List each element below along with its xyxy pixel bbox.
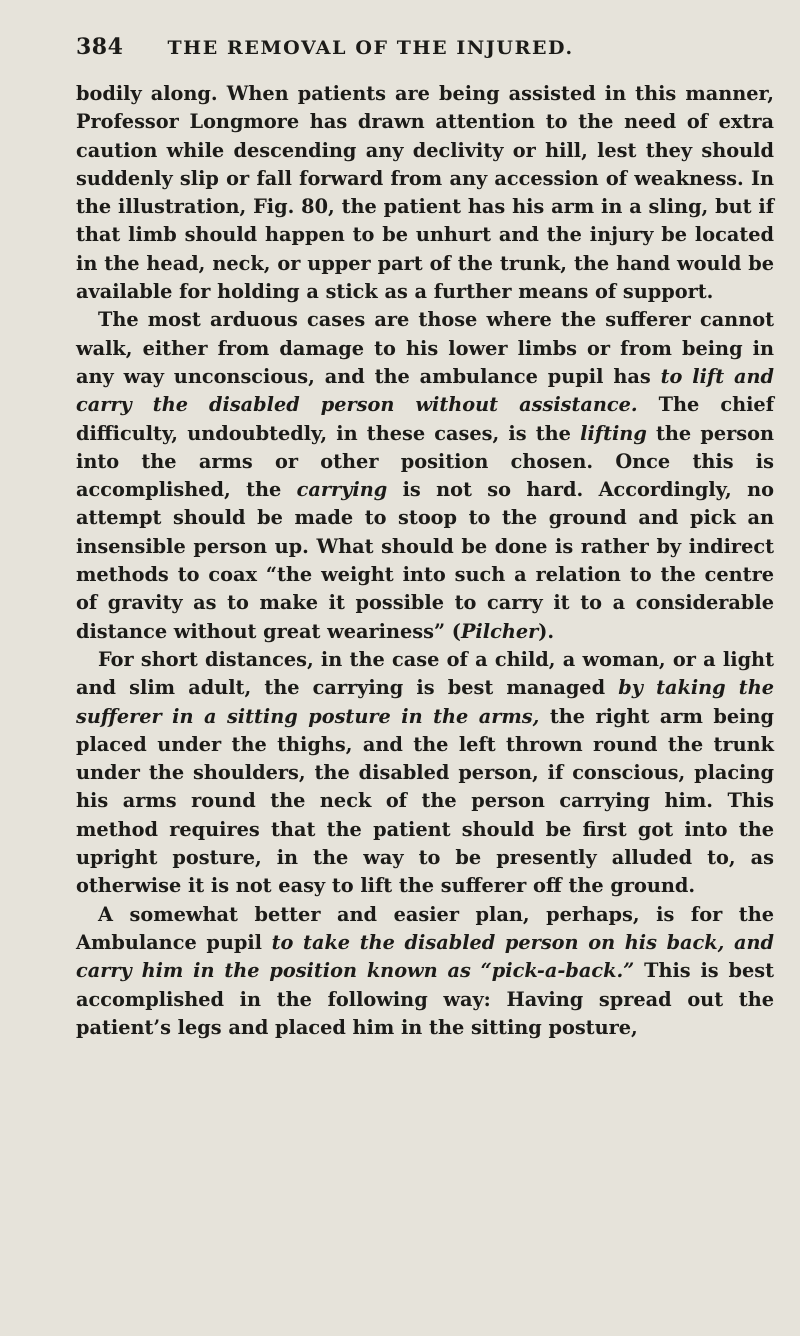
text-segment: is not so hard. Accordingly, no attempt should be made to stoop to the ground and pick an insensible person up. What should be done is rather by indirect methods to coax “the weight into such a relation to the centre of gravity as to make it possible to carry it to a considerable distance without great weariness” (	[76, 478, 774, 643]
text-segment: A somewhat better and easier plan, perhaps, is for the Ambulance pupil	[76, 902, 774, 954]
paragraph-1	[76, 80, 774, 306]
text-segment: This is best accomplished in the following way: Having spread out the patient’s legs and placed him in the sitting posture,	[76, 959, 775, 1039]
body-text	[76, 80, 774, 1042]
text-segment: bodily along. When patients are being assisted in this manner, Professor Longmore has drawn attention to the need of extra caution while descending any declivity or hill, lest they should suddenly slip or fall forward from any accession of weakness. In the illustration, Fig. 80, the patient has his arm in a sling, but if that limb should happen to be unhurt and the injury be located in the head, neck, or upper part of the trunk, the hand would be available for holding a stick as a further means of support.	[76, 82, 774, 304]
paragraph-3	[76, 646, 774, 901]
italic-segment: by taking the sufferer in a sitting posture in the arms,	[76, 676, 774, 728]
text-segment: the person into the arms or other position chosen. Once this is accomplished, the	[76, 421, 774, 502]
text-segment: the right arm being placed under the thighs, and the left thrown round the trunk under the shoulders, the disabled person, if conscious, placing his arms round the neck of the person carrying him. This method requires that the patient should be first got into the upright posture, in the way to be presently alluded to, as otherwise it is not easy to lift the sufferer off the ground.	[76, 704, 774, 898]
italic-segment: Pilcher	[460, 619, 539, 643]
italic-segment: lifting	[580, 421, 647, 445]
paragraph-4	[76, 901, 774, 1042]
running-title: THE REMOVAL OF THE INJURED.	[167, 37, 574, 59]
italic-segment: to lift and carry the disabled person without assistance.	[76, 364, 774, 417]
italic-segment: carrying	[296, 478, 388, 502]
text-segment: The most arduous cases are those where the sufferer cannot walk, either from damage to his lower limbs or from being in any way unconscious, and the ambulance pupil has	[76, 308, 774, 388]
page-number: 384	[76, 34, 124, 60]
text-segment: The chief difficulty, undoubtedly, in these cases, is the	[76, 393, 774, 445]
text-segment: For short distances, in the case of a child, a woman, or a light and slim adult, the carrying is best managed	[76, 647, 774, 700]
running-header	[76, 34, 774, 74]
text-segment: ).	[538, 619, 555, 643]
italic-segment: to take the disabled person on his back, and carry him in the position known as “pick-a-back.”	[76, 930, 774, 983]
paragraph-2	[76, 306, 774, 646]
